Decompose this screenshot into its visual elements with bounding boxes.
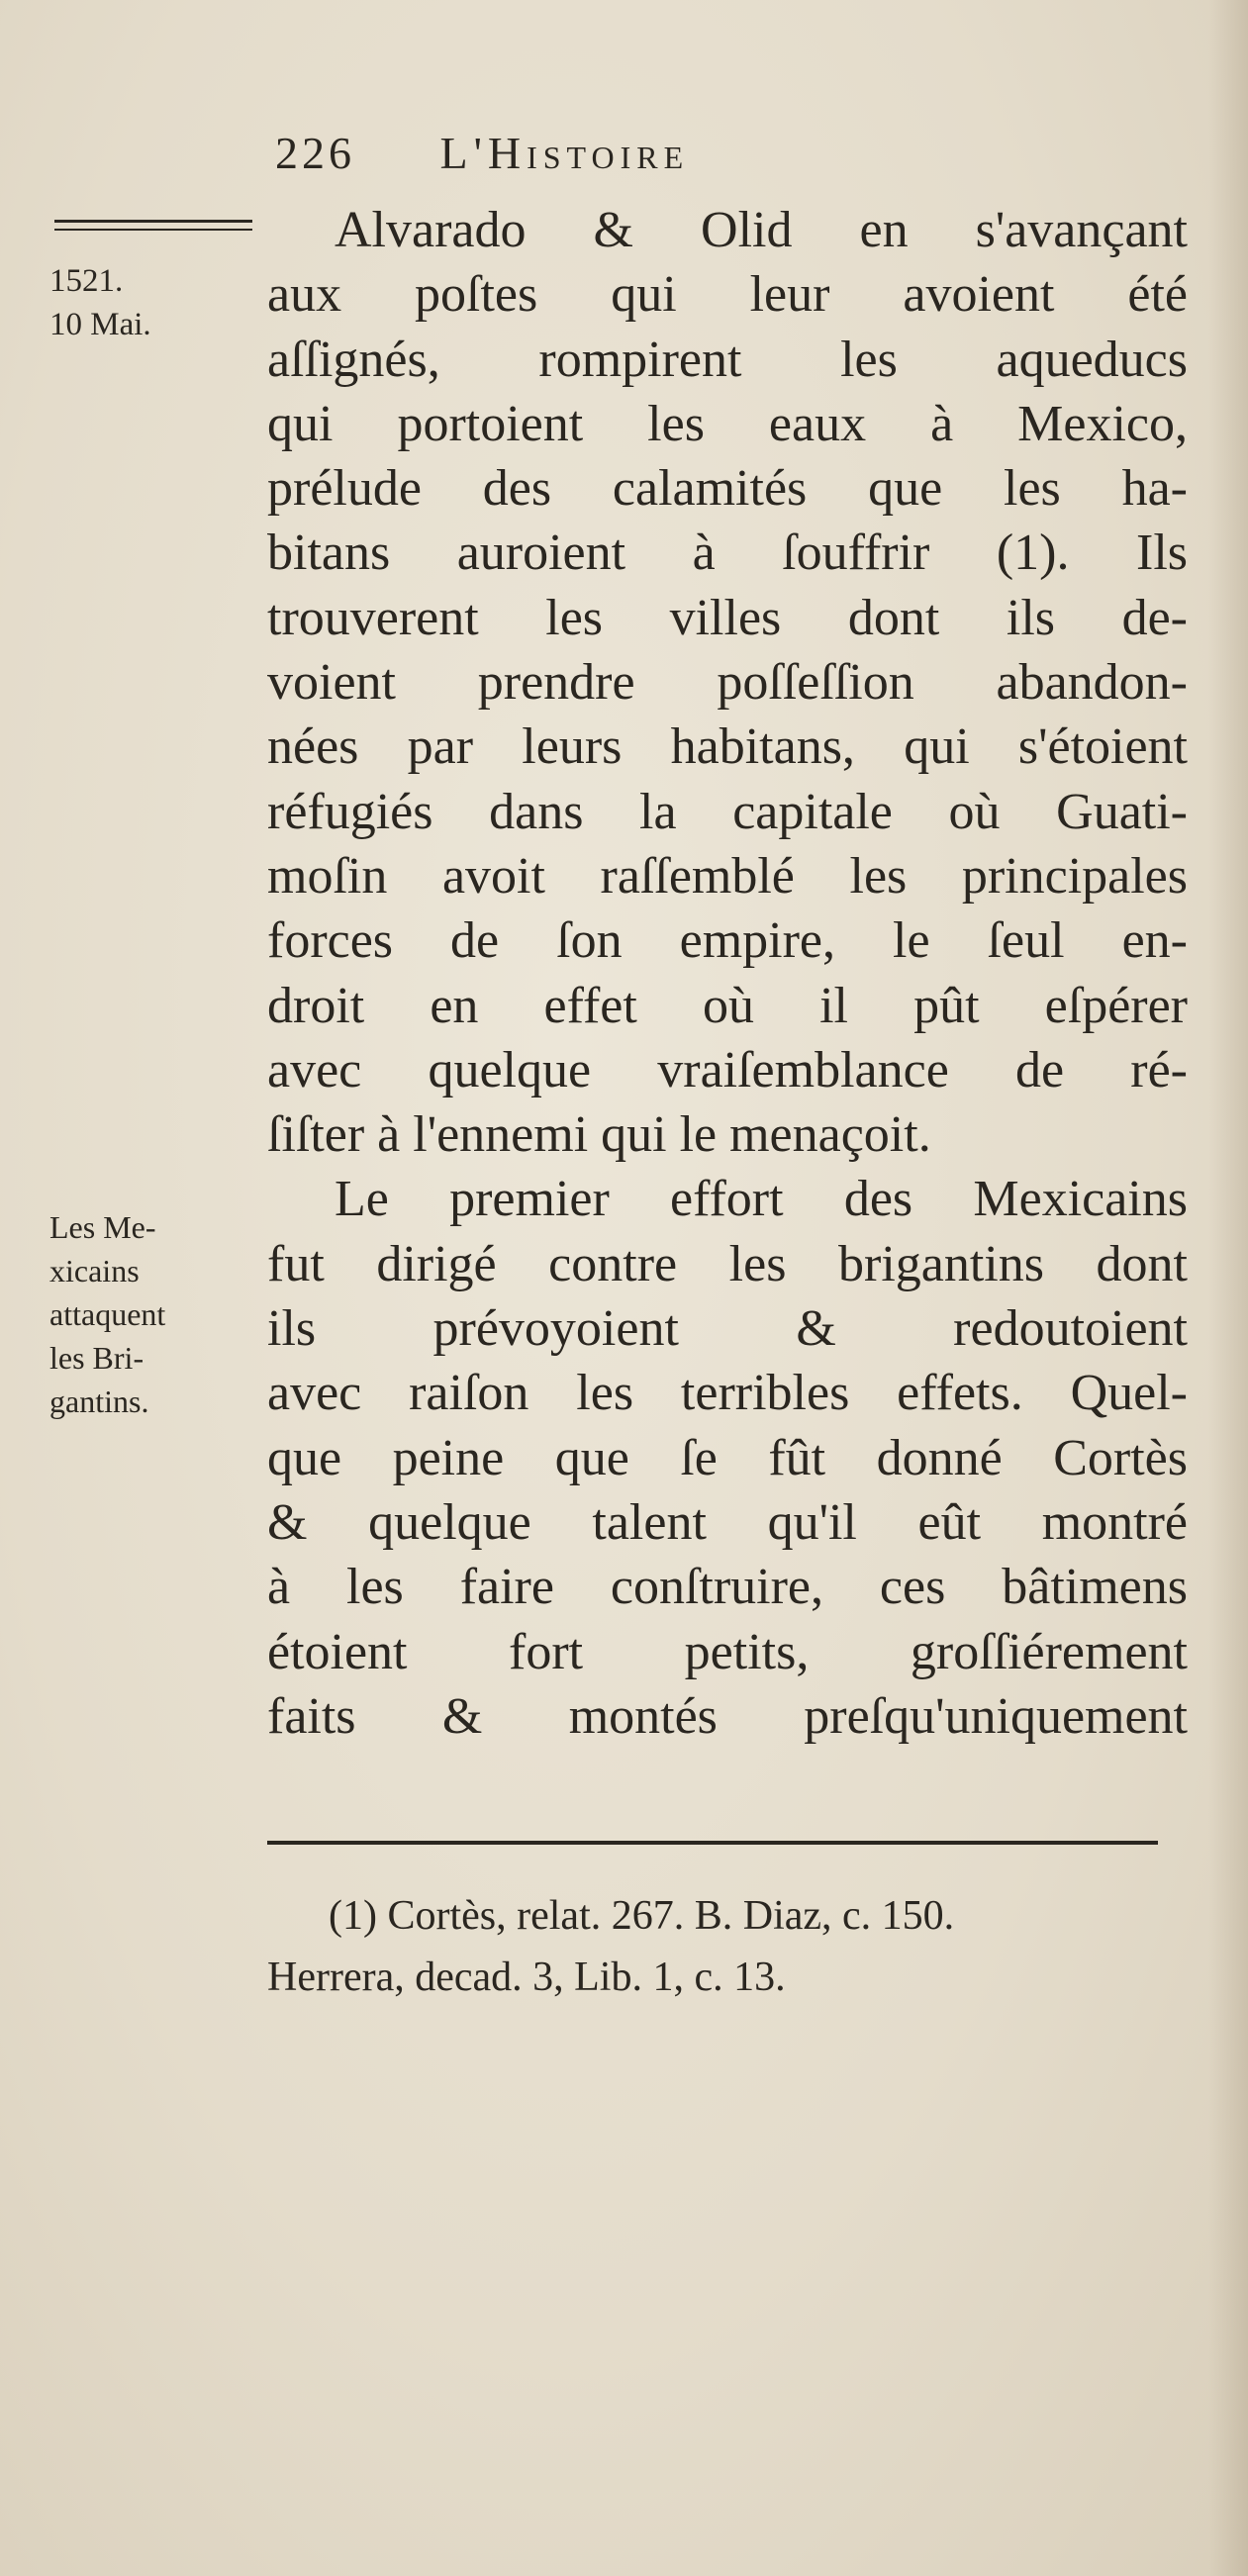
- text-line: & quelque talent qu'il eût montré: [267, 1493, 1188, 1551]
- text-line: aſſignés, rompirent les aqueducs: [267, 331, 1188, 388]
- margin-date-year: 1521.: [49, 263, 124, 299]
- text-line: qui portoient les eaux à Mexico,: [267, 395, 1188, 452]
- text-line: prélude des calamités que les ha-: [267, 460, 1188, 518]
- text-line: que peine que ſe fût donné Cortès: [267, 1429, 1188, 1486]
- side-note-line: attaquent: [49, 1296, 166, 1332]
- text-line: faits & montés preſqu'uniquement: [267, 1687, 1188, 1745]
- text-line: trouverent les villes dont ils de-: [267, 589, 1188, 646]
- text-line: avec raiſon les terribles effets. Quel-: [267, 1365, 1188, 1422]
- margin-date-note: [49, 259, 151, 346]
- text-line: fut dirigé contre les brigantins dont: [267, 1235, 1188, 1292]
- margin-date-day: 10 Mai.: [49, 307, 151, 342]
- side-note-line: gantins.: [49, 1383, 149, 1419]
- footnote: [267, 1885, 1188, 2008]
- text-line: réfugiés dans la capitale où Guati-: [267, 783, 1188, 840]
- footnote-line: Herrera, decad. 3, Lib. 1, c. 13.: [267, 1955, 786, 2000]
- body-text: [267, 198, 1188, 1749]
- text-line: avec quelque vraiſemblance de ré-: [267, 1041, 1188, 1098]
- footnote-line: (1) Cortès, relat. 267. B. Diaz, c. 150.: [329, 1893, 955, 1939]
- side-note-line: les Bri-: [49, 1340, 144, 1376]
- text-line: droit en effet où il pût eſpérer: [267, 977, 1188, 1034]
- text-line: forces de ſon empire, le ſeul en-: [267, 912, 1188, 970]
- text-line: étoient fort petits, groſſiérement: [267, 1623, 1188, 1680]
- running-head: [275, 127, 689, 179]
- margin-side-note: [49, 1205, 165, 1423]
- text-line: à les faire conſtruire, ces bâtimens: [267, 1559, 1188, 1616]
- text-line: voient prendre poſſeſſion abandon-: [267, 654, 1188, 712]
- text-line: moſin avoit raſſemblé les principales: [267, 847, 1188, 905]
- running-title: L'Histoire: [439, 128, 690, 178]
- text-line: ils prévoyoient & redoutoient: [267, 1300, 1188, 1358]
- text-line: Alvarado & Olid en s'avançant: [335, 202, 1188, 258]
- footnote-rule: [267, 1841, 1158, 1845]
- side-note-line: Les Me-: [49, 1209, 156, 1245]
- side-note-line: xicains: [49, 1253, 140, 1288]
- text-line: Le premier effort des Mexicains: [335, 1171, 1188, 1228]
- text-line: nées par leurs habitans, qui s'étoient: [267, 718, 1188, 776]
- text-line: aux poſtes qui leur avoient été: [267, 266, 1188, 324]
- page-number: 226: [275, 128, 355, 178]
- header-rule: [54, 220, 252, 223]
- text-line: ſiſter à l'ennemi qui le menaçoit.: [267, 1106, 931, 1164]
- text-line: bitans auroient à ſouffrir (1). Ils: [267, 525, 1188, 582]
